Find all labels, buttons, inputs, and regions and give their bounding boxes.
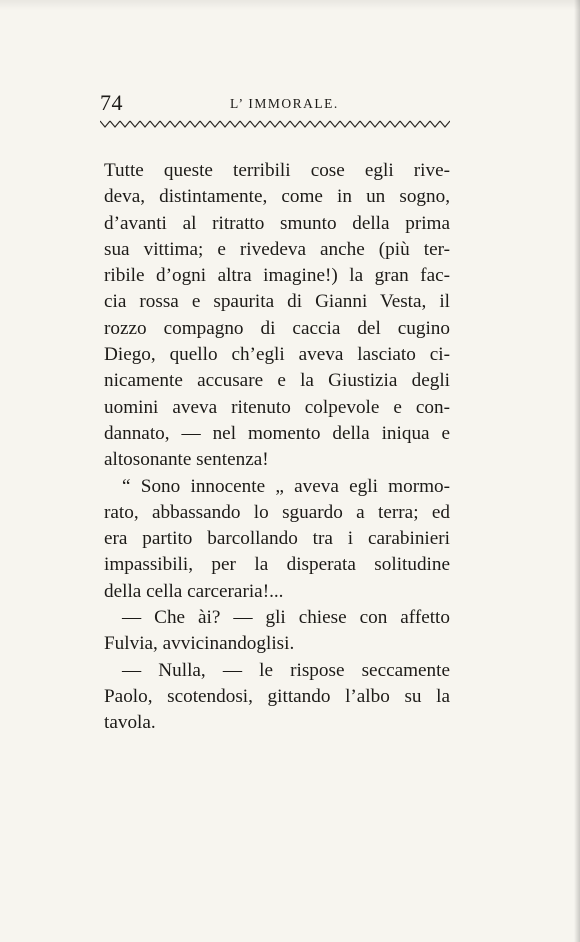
text-line: dannato, — nel momento della iniqua e xyxy=(104,422,450,444)
page-top-shadow xyxy=(0,0,580,10)
text-line: nicamente accusare e la Giustizia degli xyxy=(104,370,450,392)
text-line: impassibili, per la disperata solitudine xyxy=(104,554,450,576)
text-line: tavola. xyxy=(104,712,156,734)
text-line: “ Sono innocente „ aveva egli mormo- xyxy=(122,475,450,497)
text-line: cia rossa e spaurita di Gianni Vesta, il xyxy=(104,291,450,313)
text-line: d’avanti al ritratto smunto della prima xyxy=(104,212,450,234)
text-line: deva, distintamente, come in un sogno, xyxy=(104,186,450,208)
text-line: rozzo compagno di caccia del cugino xyxy=(104,317,450,339)
text-line: della cella carceraria!... xyxy=(104,580,284,602)
running-title: L’ IMMORALE. xyxy=(230,96,339,111)
text-line: era partito barcollando tra i carabinieri xyxy=(104,528,450,550)
text-line: ribile d’ogni altra imagine!) la gran fac- xyxy=(104,265,450,287)
text-line: Diego, quello ch’egli aveva lasciato ci- xyxy=(104,344,450,366)
text-line: altosonante sentenza! xyxy=(104,449,269,471)
text-line: — Che ài? — gli chiese con affetto xyxy=(122,607,450,629)
page-number: 74 xyxy=(100,90,123,115)
decorative-rule xyxy=(100,118,450,130)
ornament-zigzag xyxy=(100,121,450,127)
text-line: rato, abbassando lo sguardo a terra; ed xyxy=(104,501,450,523)
body-text xyxy=(104,158,450,737)
text-line: Fulvia, avvicinandoglisi. xyxy=(104,633,295,655)
text-line: — Nulla, — le rispose seccamente xyxy=(122,659,450,681)
text-line: sua vittima; e rivedeva anche (più ter- xyxy=(104,238,450,260)
text-line: Paolo, scotendosi, gittando l’albo su la xyxy=(104,685,450,707)
running-head xyxy=(100,91,450,115)
text-line: Tutte queste terribili cose egli rive- xyxy=(104,160,450,181)
text-line: uomini aveva ritenuto colpevole e con- xyxy=(104,396,450,418)
page-edge-shadow xyxy=(574,0,580,942)
